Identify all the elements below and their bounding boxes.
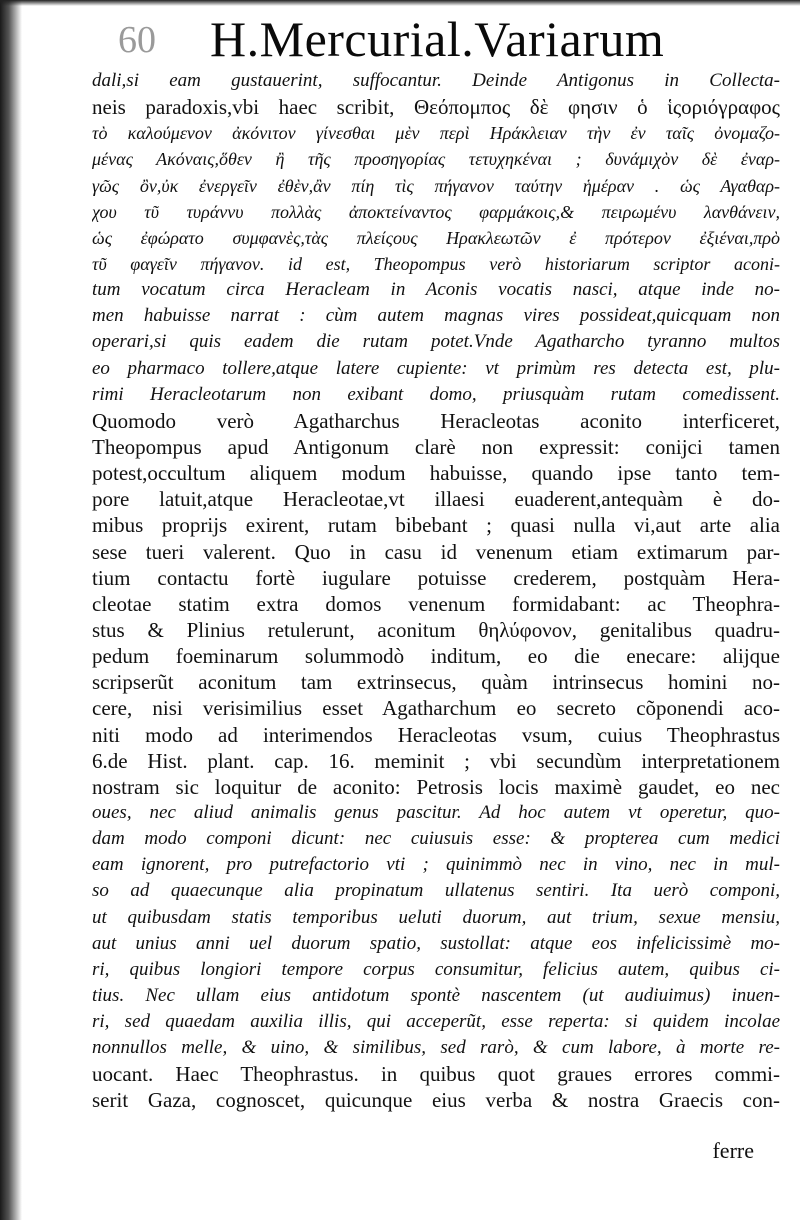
text-line: cere, nisi verisimilius esset Agatharchum eo secreto cõponendi aco- [92, 696, 780, 721]
text-line: mibus proprijs exirent, rutam bibebant ; quasi nulla vi,aut arte alia [92, 513, 780, 538]
text-line: niti modo ad interimendos Heracleotas vsum, cuius Theophrastus [92, 722, 780, 747]
text-line: men habuisse narrat : cùm autem magnas vires possideat,quicquam non [92, 305, 780, 327]
text-line: tius. Nec ullam eius antidotum spontè nascentem (ut audiuimus) inuen- [92, 984, 780, 1006]
catchword: ferre [712, 1138, 754, 1163]
text-line: pore latuit,atque Heracleotae,vt illaesi euaderent,antequàm è do- [92, 487, 780, 512]
text-line: dam modo componi dicunt: nec cuiusuis esse: & propterea cum medici [92, 828, 780, 850]
text-line: 6.de Hist. plant. cap. 16. meminit ; vbi secundùm interpretationem [92, 748, 780, 773]
text-line: ut quibusdam statis temporibus ueluti duorum, aut trium, sexue mensiu, [92, 906, 780, 928]
text-line: pedum foeminarum solummodò inditum, eo die enecare: alijque [92, 644, 780, 669]
text-line: rimi Heracleotarum non exibant domo, priusquàm rutam comedissent. [92, 383, 780, 405]
text-line: serit Gaza, cognoscet, quicunque eius verba & nostra Graecis con- [92, 1088, 780, 1113]
text-line: so ad quaecunque alia propinatum ullatenus sentiri. Ita uerò componi, [92, 880, 780, 902]
text-line: tium contactu fortè iugulare potuisse crederem, postquàm Hera- [92, 565, 780, 590]
text-line: μένας Ακόναις,ὅθεν ἢ τῆς προσηγορίας τετυχηκέναι ; δυνάμιχὸν δὲ ἐναρ- [92, 149, 780, 170]
main-text-block [92, 68, 780, 1114]
text-line: Theopompus apud Antigonum clarè non expressit: conijci tamen [92, 434, 780, 459]
page-top-edge [0, 0, 800, 6]
text-line: ὡς ἐφώρατο συμφανὲς,τὰς πλείςους Ηρακλεωτῶν ἐ πρότερον ἐξιέναι,πρὸ [92, 227, 780, 248]
text-line: Quomodo verò Agatharchus Heracleotas aconito interficeret, [92, 408, 780, 433]
running-head: H.Mercurial.Variarum [210, 11, 665, 67]
text-line: uocant. Haec Theophrastus. in quibus quot graues errores commi- [92, 1062, 780, 1087]
text-line: γῶς ὂν,ὐκ ἐνεργεῖν ἐθὲν,ἂν πίη τὶς πήγανον ταύτην ἡμέραν . ὡς Αγαθαρ- [92, 175, 780, 196]
text-line: eam ignorent, pro putrefactorio vti ; quinimmò nec in vino, nec in mul- [92, 854, 780, 876]
text-line: aut unius anni uel duorum spatio, sustollat: atque eos infelicissimè mo- [92, 932, 780, 954]
text-line: nostram sic loquitur de aconito: Petrosis locis maximè gaudet, eo nec [92, 774, 780, 799]
text-line: τῦ φαγεῖν πήγανον. id est, Theopompus verò historiarum scriptor aconi- [92, 253, 780, 274]
text-line: tum vocatum circa Heracleam in Aconis vocatis nasci, atque inde no- [92, 279, 780, 301]
text-line: ri, sed quaedam auxilia illis, qui acceperũt, esse reperta: si quidem incolae [92, 1011, 780, 1033]
text-line: operari,si quis eadem die rutam potet.Vnde Agatharcho tyranno multos [92, 331, 780, 353]
text-line: cleotae statim extra domos venenum formidabant: ac Theophra- [92, 591, 780, 616]
text-line: eo pharmaco tollere,atque latere cupiente: vt primùm res detecta est, plu- [92, 357, 780, 379]
text-line: dali,si eam gustauerint, suffocantur. Deinde Antigonus in Collecta- [92, 70, 780, 91]
text-line: potest,occultum aliquem modum habuisse, quando ipse tanto tem- [92, 461, 780, 486]
spine-shadow [0, 0, 22, 1220]
text-line: oues, nec aliud animalis genus pascitur. Ad hoc autem vt operetur, quo- [92, 801, 780, 823]
text-line: sese tueri valerent. Quo in casu id venenum etiam extimarum par- [92, 539, 780, 564]
text-line: ri, quibus longiori tempore corpus consumitur, felicius autem, quibus ci- [92, 958, 780, 980]
page-number: 60 [118, 19, 156, 61]
text-line: τὸ καλούμενον ἀκόνιτον γίνεσθαι μὲν περὶ Ηράκλειαν τὴν ἐν ταῖς ὀνομαζο- [92, 123, 780, 144]
text-line: neis paradoxis,vbi haec scribit, Θεόπομπος δὲ φησιν ὁ ἱςοριόγραφος [92, 95, 780, 120]
text-line: scripserũt aconitum tam extrinsecus, quàm intrinsecus homini no- [92, 670, 780, 695]
text-line: χου τῦ τυράννυ πολλὰς ἀποκτείναντος φαρμάκοις,& πειρωμένυ λανθάνειν, [92, 201, 780, 222]
text-line: nonnullos melle, & uino, & similibus, sed rarò, & cum labore, à morte re- [92, 1037, 780, 1059]
text-line: stus & Plinius retulerunt, aconitum θηλύφονον, genitalibus quadru- [92, 617, 780, 642]
